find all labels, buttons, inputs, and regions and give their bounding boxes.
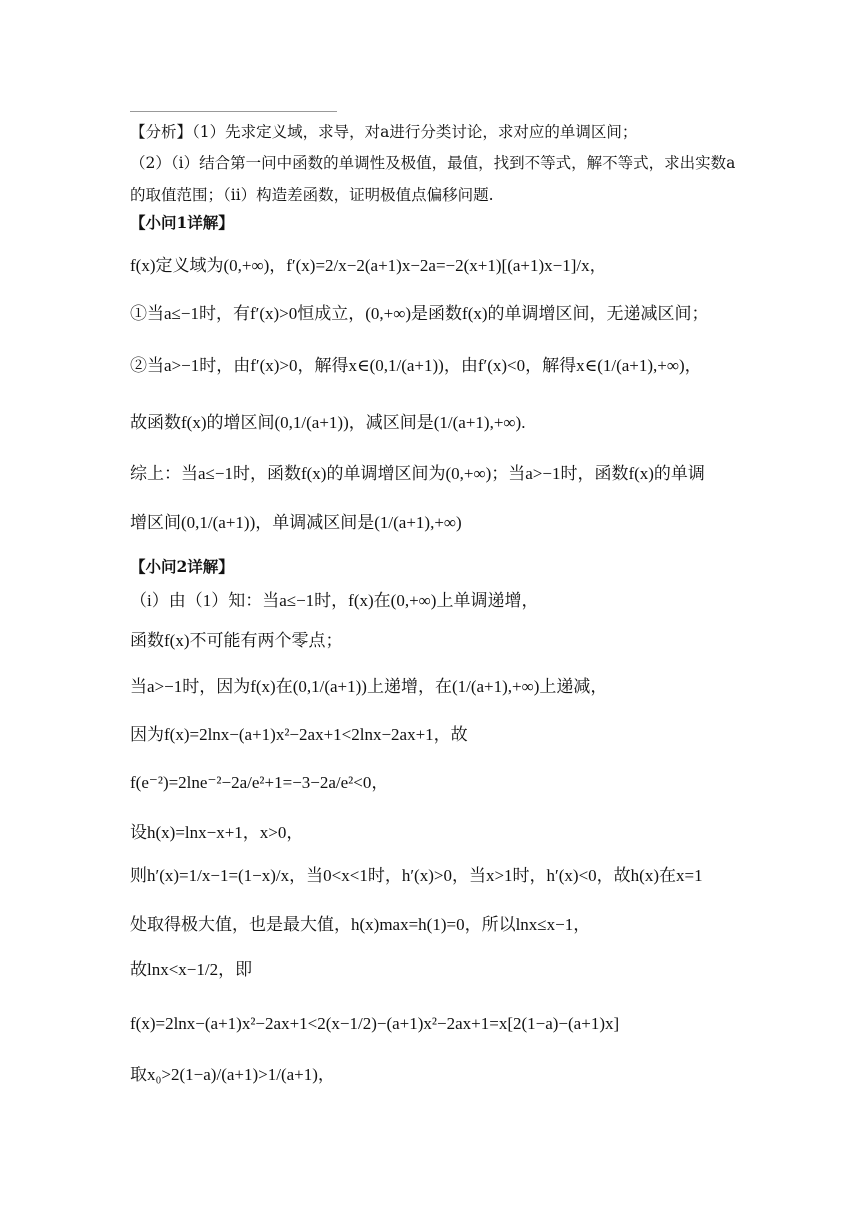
part-i-line-1: （i）由（1）知：当a≤−1时，f(x)在(0,+∞)上单调递增， <box>130 591 539 610</box>
analysis-line-1: 【分析】（1）先求定义域，求导，对a进行分类讨论，求对应的单调区间； <box>130 123 638 141</box>
analysis-line-2: （2）（i）结合第一问中函数的单调性及极值，最值，找到不等式，解不等式，求出实数a <box>130 154 736 172</box>
part-i-line-6: 设h(x)=lnx−x+1，x>0， <box>130 823 304 842</box>
case2-line: ②当a>−1时，由f′(x)>0，解得x∈(0,1/(a+1))，由f′(x)<0，解得x∈(1/(a+1),+∞)， <box>130 356 702 375</box>
part-i-line-9: 故lnx<x−1/2，即 <box>130 960 253 979</box>
part-i-line-3: 当a>−1时，因为f(x)在(0,1/(a+1))上递增，在(1/(a+1),+∞)上递减， <box>130 677 608 696</box>
part-i-line-4: 因为f(x)=2lnx−(a+1)x²−2ax+1<2lnx−2ax+1，故 <box>130 725 468 744</box>
domain-derivative-line: f(x)定义域为(0,+∞)，f′(x)=2/x−2(a+1)x−2a=−2(x+1)[(a+1)x−1]/x， <box>130 256 607 275</box>
case1-line: ①当a≤−1时，有f′(x)>0恒成立，(0,+∞)是函数f(x)的单调增区间，无递减区间； <box>130 304 709 323</box>
part-i-line-5: f(e⁻²)=2lne⁻²−2a/e²+1=−3−2a/e²<0， <box>130 773 389 792</box>
part-i-line-11: 取x₀>2(1−a)/(a+1)>1/(a+1)， <box>130 1065 335 1084</box>
case2-intervals-line: 故函数f(x)的增区间(0,1/(a+1))，减区间是(1/(a+1),+∞). <box>130 413 526 432</box>
part-i-line-10: f(x)=2lnx−(a+1)x²−2ax+1<2(x−1/2)−(a+1)x²−2ax+1=x[2(1−a)−(a+1)x] <box>130 1014 620 1033</box>
footnote-rule <box>130 111 337 112</box>
q1-heading: 【小问1详解】 <box>130 213 234 232</box>
part-i-line-8: 处取得极大值，也是最大值，h(x)max=h(1)=0，所以lnx≤x−1， <box>130 915 591 934</box>
analysis-line-3: 的取值范围；（ii）构造差函数，证明极值点偏移问题. <box>130 186 494 204</box>
summary-line-1: 综上：当a≤−1时，函数f(x)的单调增区间为(0,+∞)；当a>−1时，函数f(x)的单调 <box>130 464 705 483</box>
q2-heading: 【小问2详解】 <box>130 557 234 576</box>
part-i-line-7: 则h′(x)=1/x−1=(1−x)/x，当0<x<1时，h′(x)>0，当x>1时，h′(x)<0，故h(x)在x=1 <box>130 866 703 885</box>
summary-line-2: 增区间(0,1/(a+1))，单调减区间是(1/(a+1),+∞) <box>130 513 462 532</box>
part-i-line-2: 函数f(x)不可能有两个零点； <box>130 631 343 650</box>
